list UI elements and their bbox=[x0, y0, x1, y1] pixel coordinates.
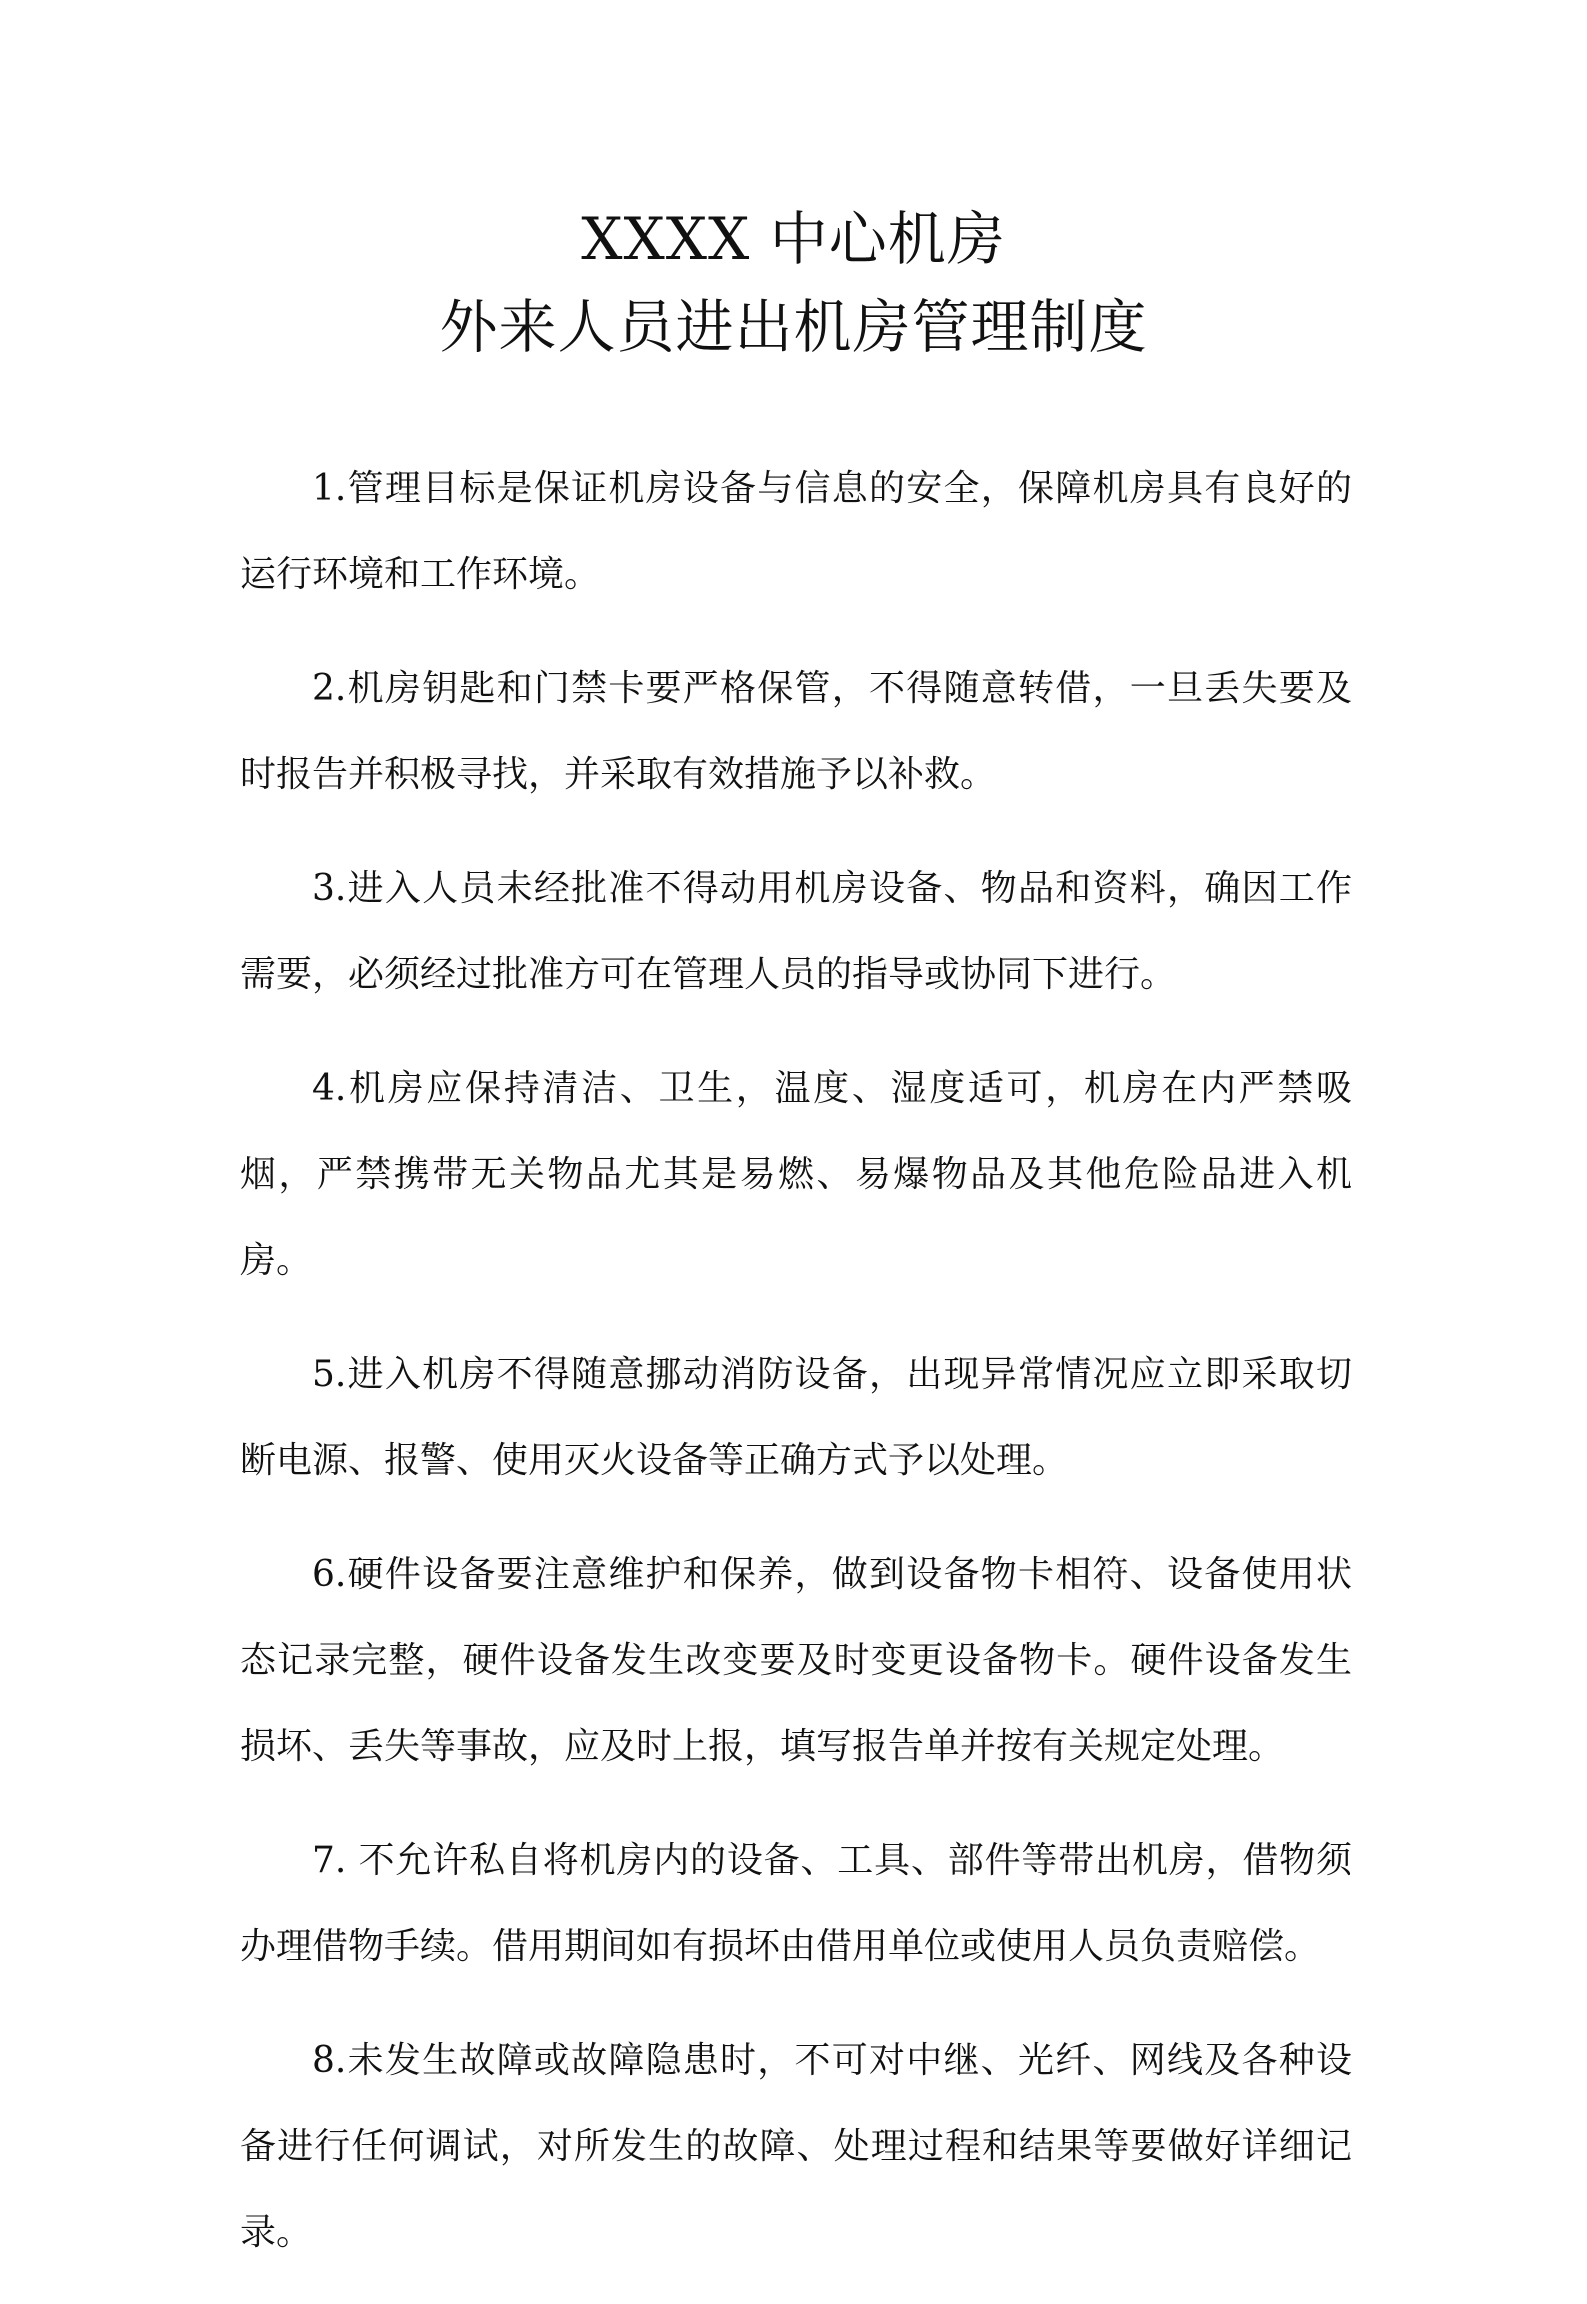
rule-paragraph-7: 7. 不允许私自将机房内的设备、工具、部件等带出机房，借物须办理借物手续。借用期间如有损坏由借用单位或使用人员负责赔偿。 bbox=[240, 1840, 1352, 1967]
title-line-2: 外来人员进出机房管理制度 bbox=[439, 293, 1148, 361]
rule-paragraph-8: 8.未发生故障或故障隐患时，不可对中继、光纤、网线及各种设备进行任何调试，对所发生的故障、处理过程和结果等要做好详细记录。 bbox=[240, 2040, 1352, 2253]
rule-paragraph-3: 3.进入人员未经批准不得动用机房设备、物品和资料，确因工作需要，必须经过批准方可在管理人员的指导或协同下进行。 bbox=[240, 868, 1352, 995]
document-title bbox=[0, 195, 1587, 371]
title-line-1: XXXX 中心机房 bbox=[581, 205, 1006, 273]
rule-paragraph-1: 1.管理目标是保证机房设备与信息的安全，保障机房具有良好的运行环境和工作环境。 bbox=[240, 468, 1352, 595]
rule-paragraph-4: 4.机房应保持清洁、卫生，温度、湿度适可，机房在内严禁吸烟，严禁携带无关物品尤其是易燃、易爆物品及其他危险品进入机房。 bbox=[240, 1068, 1352, 1281]
rule-paragraph-6: 6.硬件设备要注意维护和保养，做到设备物卡相符、设备使用状态记录完整，硬件设备发生改变要及时变更设备物卡。硬件设备发生损坏、丢失等事故，应及时上报，填写报告单并按有关规定处理。 bbox=[240, 1554, 1352, 1767]
rule-paragraph-2: 2.机房钥匙和门禁卡要严格保管，不得随意转借，一旦丢失要及时报告并积极寻找，并采取有效措施予以补救。 bbox=[240, 668, 1352, 795]
rule-paragraph-5: 5.进入机房不得随意挪动消防设备，出现异常情况应立即采取切断电源、报警、使用灭火设备等正确方式予以处理。 bbox=[240, 1354, 1352, 1481]
document-body bbox=[240, 446, 1352, 2304]
